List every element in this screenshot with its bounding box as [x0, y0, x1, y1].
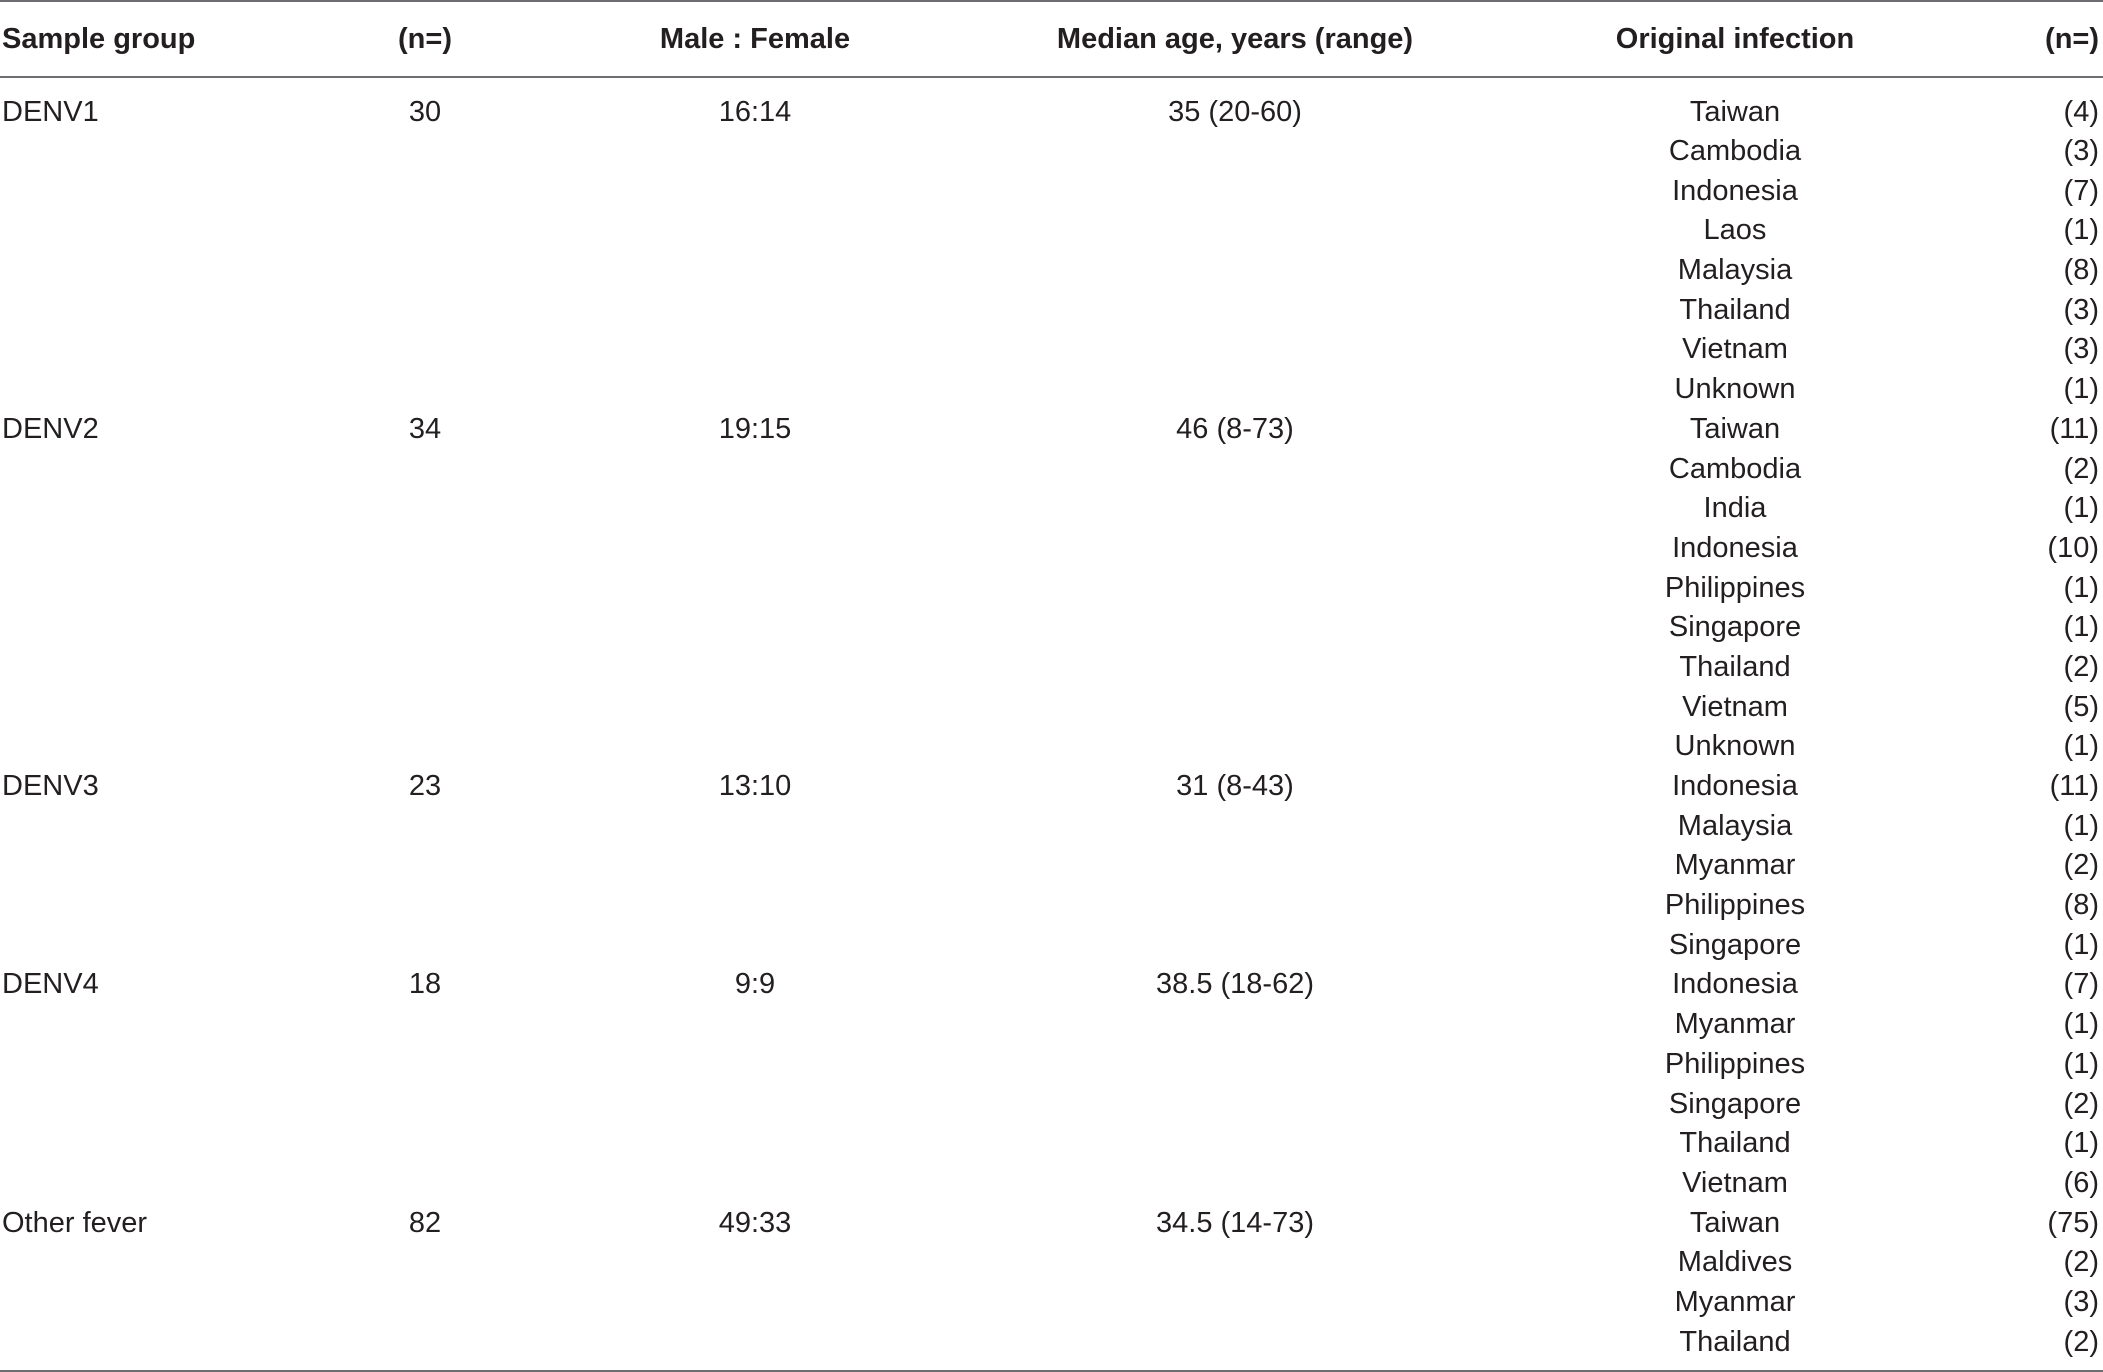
cell-origin-place: Singapore: [1668, 611, 1802, 644]
cell-median-age: 46 (8-73): [1176, 412, 1294, 445]
table-row: [0, 77, 2103, 132]
cell-empty: [0, 529, 290, 569]
cell-male-female: 49:33: [718, 1206, 792, 1239]
cell-sample-group: DENV1: [2, 96, 99, 128]
cell-empty: [0, 1005, 290, 1045]
cell-empty: [290, 489, 560, 529]
table-row: [0, 727, 2103, 767]
cell-empty: [0, 370, 290, 410]
cell-origin-place: Philippines: [1664, 571, 1806, 604]
cell-origin-place: Taiwan: [1689, 1206, 1781, 1239]
cell-empty: [560, 1124, 950, 1164]
cell-empty: [950, 886, 1520, 926]
table-row: [0, 330, 2103, 370]
cell-origin-place: Philippines: [1664, 1047, 1806, 1080]
cell-empty: [950, 648, 1520, 688]
cell-empty: [290, 846, 560, 886]
cell-empty: [0, 1124, 290, 1164]
table-row: [0, 251, 2103, 291]
header-n-origin: (n=): [1950, 1, 2103, 77]
cell-empty: [560, 1323, 950, 1371]
cell-origin-n: (5): [2063, 690, 2099, 723]
cell-empty: [950, 688, 1520, 728]
cell-origin-n: (2): [2063, 1087, 2099, 1120]
cell-empty: [290, 1005, 560, 1045]
cell-empty: [290, 569, 560, 609]
cell-origin-place: Cambodia: [1668, 452, 1802, 485]
cell-origin-n: (7): [2063, 174, 2099, 207]
cell-origin-n: (6): [2063, 1166, 2099, 1199]
cell-origin-place: Taiwan: [1689, 96, 1781, 128]
table-row: [0, 1085, 2103, 1125]
cell-origin-place: Malaysia: [1677, 254, 1793, 287]
table-row: [0, 1323, 2103, 1371]
cell-origin-place: Maldives: [1677, 1246, 1793, 1279]
cell-empty: [290, 648, 560, 688]
cell-median-age: 31 (8-43): [1176, 770, 1294, 802]
cell-empty: [560, 608, 950, 648]
cell-empty: [950, 529, 1520, 569]
table-row: [0, 688, 2103, 728]
cell-empty: [290, 886, 560, 926]
table-row: [0, 211, 2103, 251]
cell-male-female: 9:9: [734, 968, 776, 1001]
cell-empty: [950, 370, 1520, 410]
cell-origin-place: Taiwan: [1689, 412, 1781, 445]
cell-origin-place: Philippines: [1664, 889, 1806, 922]
cell-empty: [0, 1283, 290, 1323]
cell-empty: [0, 330, 290, 370]
table-row: [0, 1204, 2103, 1244]
table-row: [0, 172, 2103, 212]
table-body: [0, 77, 2103, 1371]
cell-empty: [0, 172, 290, 212]
cell-n: 82: [408, 1206, 442, 1239]
cell-empty: [950, 1243, 1520, 1283]
cell-empty: [950, 172, 1520, 212]
cell-empty: [0, 1243, 290, 1283]
cell-n: 34: [408, 412, 442, 445]
table-row: [0, 529, 2103, 569]
cell-empty: [0, 132, 290, 172]
cell-origin-place: Cambodia: [1668, 135, 1802, 167]
cell-origin-place: Myanmar: [1674, 849, 1796, 882]
cell-empty: [560, 886, 950, 926]
table-row: [0, 132, 2103, 172]
cell-empty: [560, 330, 950, 370]
cell-empty: [950, 608, 1520, 648]
cell-empty: [560, 807, 950, 847]
cell-origin-n: (4): [2063, 96, 2099, 128]
cell-origin-n: (3): [2063, 135, 2099, 167]
cell-origin-place: Myanmar: [1674, 1285, 1796, 1318]
cell-empty: [560, 1005, 950, 1045]
cell-empty: [290, 172, 560, 212]
cell-origin-place: Indonesia: [1672, 770, 1798, 802]
header-row: [0, 1, 2103, 77]
cell-origin-n: (1): [2063, 1047, 2099, 1080]
cell-empty: [560, 1283, 950, 1323]
cell-origin-n: (2): [2063, 650, 2099, 683]
cell-origin-place: Laos: [1703, 214, 1767, 247]
cell-origin-n: (1): [2063, 809, 2099, 842]
cell-empty: [290, 1045, 560, 1085]
cell-origin-n: (8): [2063, 254, 2099, 287]
cell-empty: [0, 489, 290, 529]
cell-sample-group: DENV4: [2, 968, 99, 1001]
cell-origin-n: (1): [2063, 492, 2099, 525]
cell-empty: [0, 608, 290, 648]
cell-empty: [0, 727, 290, 767]
cell-origin-n: (8): [2063, 889, 2099, 922]
cell-empty: [950, 1045, 1520, 1085]
table-row: [0, 608, 2103, 648]
cell-empty: [290, 1164, 560, 1204]
header-n: (n=): [290, 1, 560, 77]
cell-origin-n: (10): [2047, 531, 2099, 564]
cell-origin-n: (2): [2063, 849, 2099, 882]
cell-empty: [290, 688, 560, 728]
cell-empty: [950, 1323, 1520, 1371]
table-row: [0, 648, 2103, 688]
table-row: [0, 1045, 2103, 1085]
cell-origin-n: (11): [2049, 770, 2099, 802]
cell-empty: [560, 1085, 950, 1125]
cell-empty: [290, 370, 560, 410]
cell-empty: [0, 450, 290, 490]
cell-empty: [950, 330, 1520, 370]
cell-empty: [560, 926, 950, 966]
cell-empty: [950, 1283, 1520, 1323]
cell-empty: [560, 1045, 950, 1085]
cell-empty: [950, 1124, 1520, 1164]
cell-empty: [560, 846, 950, 886]
cell-empty: [560, 291, 950, 331]
cell-origin-n: (1): [2063, 373, 2099, 406]
cell-empty: [950, 846, 1520, 886]
cell-origin-place: Thailand: [1679, 293, 1791, 326]
cell-empty: [950, 727, 1520, 767]
cell-empty: [0, 1164, 290, 1204]
cell-origin-n: (7): [2063, 968, 2099, 1001]
table-row: [0, 370, 2103, 410]
cell-empty: [290, 291, 560, 331]
cell-empty: [0, 291, 290, 331]
cell-origin-n: (1): [2063, 571, 2099, 604]
cell-empty: [290, 807, 560, 847]
table-row: [0, 1164, 2103, 1204]
cell-empty: [290, 330, 560, 370]
cell-origin-n: (2): [1950, 1323, 2103, 1371]
cell-origin-n: (3): [2063, 1285, 2099, 1318]
cell-empty: [560, 132, 950, 172]
cell-sample-group: DENV2: [2, 412, 99, 445]
table-header: [0, 1, 2103, 77]
cell-origin-place: Indonesia: [1672, 968, 1798, 1001]
header-sample-group: Sample group: [0, 1, 290, 77]
table-row: [0, 846, 2103, 886]
cell-median-age: 34.5 (14-73): [1156, 1206, 1314, 1239]
table-row: [0, 886, 2103, 926]
cell-empty: [950, 1005, 1520, 1045]
cell-n: 30: [408, 96, 442, 128]
cell-empty: [290, 529, 560, 569]
cell-empty: [560, 1164, 950, 1204]
header-median-age: Median age, years (range): [950, 1, 1520, 77]
cell-origin-place: Thailand: [1679, 1127, 1791, 1160]
cell-origin-place: Unknown: [1674, 373, 1796, 406]
cell-empty: [0, 569, 290, 609]
cell-empty: [950, 1164, 1520, 1204]
cell-origin-place: Vietnam: [1682, 333, 1788, 366]
cell-origin-n: (2): [2063, 452, 2099, 485]
cell-empty: [290, 450, 560, 490]
cell-empty: [560, 569, 950, 609]
cell-origin-place: Thailand: [1679, 650, 1791, 683]
header-original-infection: Original infection: [1520, 1, 1950, 77]
cell-origin-n: (3): [2063, 293, 2099, 326]
cell-origin-place: Singapore: [1668, 928, 1802, 961]
cell-origin-place: Indonesia: [1672, 531, 1798, 564]
cell-male-female: 16:14: [718, 96, 792, 128]
cell-empty: [290, 251, 560, 291]
cell-empty: [290, 926, 560, 966]
cell-origin-place: India: [1703, 492, 1767, 525]
cell-empty: [290, 1085, 560, 1125]
cell-n: 23: [408, 770, 442, 802]
cell-empty: [0, 926, 290, 966]
cell-origin-place: Malaysia: [1677, 809, 1793, 842]
cell-empty: [560, 251, 950, 291]
cell-empty: [290, 608, 560, 648]
cell-empty: [290, 132, 560, 172]
cell-empty: [560, 211, 950, 251]
table-row: [0, 1283, 2103, 1323]
cell-empty: [950, 569, 1520, 609]
cell-empty: [560, 727, 950, 767]
cell-empty: [290, 1243, 560, 1283]
cell-empty: [290, 211, 560, 251]
cell-origin-place: Myanmar: [1674, 1008, 1796, 1041]
cell-sample-group: Other fever: [2, 1206, 148, 1239]
cell-empty: [560, 529, 950, 569]
cell-empty: [950, 450, 1520, 490]
table-row: [0, 489, 2103, 529]
cell-empty: [950, 807, 1520, 847]
cell-empty: [290, 1124, 560, 1164]
cell-empty: [560, 450, 950, 490]
table-row: [0, 410, 2103, 450]
cell-empty: [560, 489, 950, 529]
cell-empty: [560, 172, 950, 212]
table-row: [0, 1243, 2103, 1283]
cell-empty: [0, 1323, 290, 1371]
cell-origin-n: (75): [2047, 1206, 2099, 1239]
table-row: [0, 1124, 2103, 1164]
cell-empty: [0, 846, 290, 886]
cell-empty: [290, 727, 560, 767]
table-row: [0, 569, 2103, 609]
cell-origin-place: Unknown: [1674, 730, 1796, 763]
table-row: [0, 1005, 2103, 1045]
cell-empty: [290, 1323, 560, 1371]
cell-origin-place: Singapore: [1668, 1087, 1802, 1120]
cell-empty: [0, 211, 290, 251]
table-row: [0, 926, 2103, 966]
table-row: [0, 965, 2103, 1005]
cell-empty: [560, 1243, 950, 1283]
cell-empty: [560, 370, 950, 410]
cell-origin-n: (1): [2063, 214, 2099, 247]
cell-empty: [0, 251, 290, 291]
cell-empty: [290, 1283, 560, 1323]
cell-n: 18: [408, 968, 442, 1001]
cell-origin-n: (1): [2063, 611, 2099, 644]
cell-empty: [0, 886, 290, 926]
cell-empty: [950, 251, 1520, 291]
cell-median-age: 38.5 (18-62): [1156, 968, 1314, 1001]
cell-origin-n: (2): [2063, 1246, 2099, 1279]
table-row: [0, 291, 2103, 331]
cell-empty: [0, 807, 290, 847]
cell-origin-n: (1): [2063, 1127, 2099, 1160]
cell-sample-group: DENV3: [2, 770, 99, 802]
cell-empty: [950, 211, 1520, 251]
table-row: [0, 807, 2103, 847]
cell-empty: [950, 1085, 1520, 1125]
cell-empty: [560, 688, 950, 728]
cell-origin-place: Indonesia: [1672, 174, 1798, 207]
cell-origin-n: (3): [2063, 333, 2099, 366]
cell-empty: [950, 132, 1520, 172]
cell-origin-n: (1): [2063, 1008, 2099, 1041]
table-row: [0, 450, 2103, 490]
table-row: [0, 767, 2103, 807]
cell-male-female: 19:15: [718, 412, 792, 445]
cell-origin-place: Thailand: [1520, 1323, 1950, 1371]
cell-empty: [950, 291, 1520, 331]
cell-origin-n: (11): [2049, 412, 2099, 445]
cell-male-female: 13:10: [718, 770, 792, 802]
cell-empty: [0, 648, 290, 688]
cell-median-age: 35 (20-60): [1168, 96, 1302, 128]
cell-empty: [0, 1085, 290, 1125]
cell-empty: [560, 648, 950, 688]
cell-origin-place: Vietnam: [1682, 1166, 1788, 1199]
cell-empty: [950, 489, 1520, 529]
header-male-female: Male : Female: [560, 1, 950, 77]
cell-empty: [0, 688, 290, 728]
cell-origin-n: (1): [2063, 730, 2099, 763]
cell-empty: [0, 1045, 290, 1085]
cell-empty: [950, 926, 1520, 966]
cell-origin-place: Vietnam: [1682, 690, 1788, 723]
cell-origin-n: (1): [2063, 928, 2099, 961]
